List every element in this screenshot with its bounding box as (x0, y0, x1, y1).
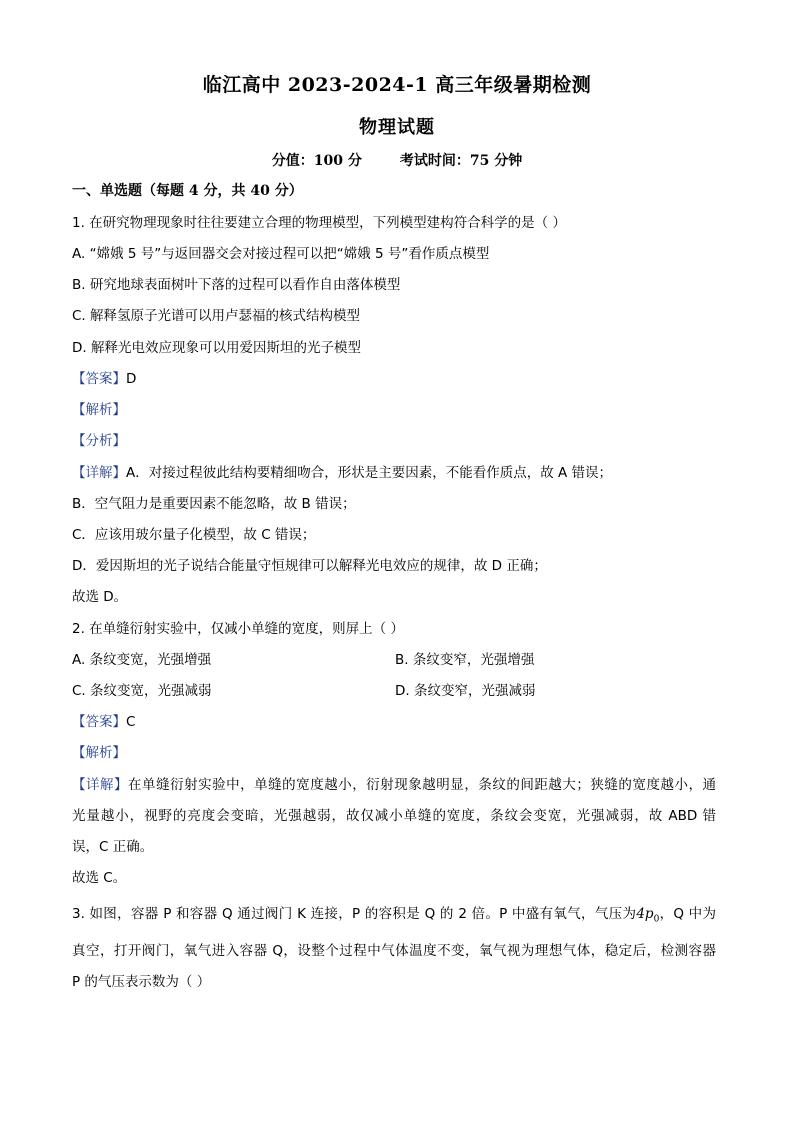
q1-detail-1: 【详解】A．对接过程彼此结构要精细吻合，形状是主要因素，不能看作质点，故 A 错误； (72, 465, 613, 481)
time-info: 考试时间：75 分钟 (399, 153, 523, 169)
q1-detail-3: C．应该用玻尔量子化模型，故 C 错误； (72, 527, 316, 543)
q3-stem-2: 真空，打开阀门，氧气进入容器 Q，设整个过程中气体温度不变，氧气视为理想气体，稳定后，检测容器 (72, 943, 716, 959)
q1-stem: 1. 在研究物理现象时往往要建立合理的物理模型，下列模型建构符合科学的是（ ） (72, 215, 566, 231)
q1-fenxi-tag: 【分析】 (72, 433, 126, 449)
q2-option-b: B. 条纹变窄，光强增强 (395, 652, 535, 668)
exam-subtitle: 物理试题 (359, 117, 435, 138)
q2-conclusion: 故选 C。 (72, 870, 127, 886)
q2-option-d: D. 条纹变窄，光强减弱 (395, 683, 536, 699)
q3-stem-1: 3. 如图，容器 P 和容器 Q 通过阀门 K 连接，P 的容积是 Q 的 2 倍。P 中盛有氧气，气压为$4p_0$，Q 中为 (72, 906, 716, 925)
detail-tag: 【详解】 (72, 777, 129, 793)
answer-tag: 【答案】 (72, 714, 126, 730)
q2-answer (72, 713, 135, 731)
q2-detail-3: 误，C 正确。 (72, 839, 154, 855)
answer-tag: 【答案】 (72, 371, 126, 387)
q2-analysis-tag: 【解析】 (72, 745, 126, 761)
answer-value: D (126, 371, 137, 387)
answer-value: C (126, 714, 136, 730)
q1-option-c: C. 解释氢原子光谱可以用卢瑟福的核式结构模型 (72, 308, 361, 324)
q2-detail-2: 光量越小，视野的亮度会变暗，光强越弱，故仅减小单缝的宽度，条纹会变宽，光强减弱，故 ABD 错 (72, 808, 716, 824)
q2-detail-1: 【详解】在单缝衍射实验中，单缝的宽度越小，衍射现象越明显，条纹的间距越大；狭缝的宽度越小，通 (72, 777, 717, 793)
q1-conclusion: 故选 D。 (72, 589, 128, 605)
q3-stem-3: P 的气压表示数为（ ） (72, 974, 211, 990)
q1-detail-2: B．空气阻力是重要因素不能忽略，故 B 错误； (72, 496, 356, 512)
pressure-formula: $4p_0$ (636, 906, 660, 925)
q2-stem: 2. 在单缝衍射实验中，仅减小单缝的宽度，则屏上（ ） (72, 621, 404, 637)
q1-detail-4: D．爱因斯坦的光子说结合能量守恒规律可以解释光电效应的规律，故 D 正确； (72, 558, 547, 574)
q1-option-a: A. “嫦娥 5 号”与返回器交会对接过程可以把“嫦娥 5 号”看作质点模型 (72, 246, 490, 262)
score-info: 分值：100 分 (271, 153, 362, 169)
exam-title: 临江高中 2023-2024-1 高三年级暑期检测 (202, 74, 592, 96)
section-heading: 一、单选题（每题 4 分，共 40 分） (72, 183, 303, 199)
q2-option-c: C. 条纹变宽，光强减弱 (72, 683, 212, 699)
exam-meta (0, 150, 794, 170)
q1-answer (72, 370, 136, 388)
q1-analysis-tag: 【解析】 (72, 402, 126, 418)
q2-option-a: A. 条纹变宽，光强增强 (72, 652, 212, 668)
detail-tag: 【详解】 (72, 465, 126, 481)
q1-option-d: D. 解释光电效应现象可以用爱因斯坦的光子模型 (72, 340, 361, 356)
q1-option-b: B. 研究地球表面树叶下落的过程可以看作自由落体模型 (72, 277, 401, 293)
